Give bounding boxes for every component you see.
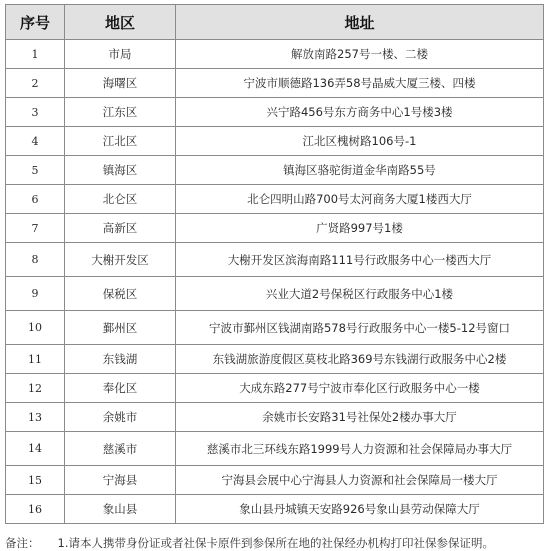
table-row [6,98,544,127]
cell-index: 14 [6,432,65,466]
cell-index: 9 [6,277,65,311]
cell-index: 4 [6,127,65,156]
cell-index: 7 [6,214,65,243]
table-row [6,69,544,98]
table-row [6,374,544,403]
table-row [6,214,544,243]
table-row [6,495,544,524]
table-row [6,40,544,69]
cell-address: 宁波市顺德路136弄58号晶威大厦三楼、四楼 [176,69,544,98]
cell-region: 东钱湖 [65,345,176,374]
table-row [6,345,544,374]
cell-address: 东钱湖旅游度假区莫枝北路369号东钱湖行政服务中心2楼 [176,345,544,374]
cell-region: 慈溪市 [65,432,176,466]
cell-region: 保税区 [65,277,176,311]
cell-index: 11 [6,345,65,374]
table-row [6,403,544,432]
cell-address: 象山县丹城镇天安路926号象山县劳动保障大厅 [176,495,544,524]
cell-index: 6 [6,185,65,214]
header-region: 地区 [65,5,176,40]
cell-index: 8 [6,243,65,277]
table-row [6,432,544,466]
table-body [6,40,544,524]
cell-index: 13 [6,403,65,432]
cell-region: 北仑区 [65,185,176,214]
office-address-table [5,4,544,524]
cell-region: 江东区 [65,98,176,127]
cell-address: 宁海县会展中心宁海县人力资源和社会保障局一楼大厅 [176,466,544,495]
header-index: 序号 [6,5,65,40]
cell-address: 慈溪市北三环线东路1999号人力资源和社会保障局办事大厅 [176,432,544,466]
table-row [6,156,544,185]
cell-address: 大榭开发区滨海南路111号行政服务中心一楼西大厅 [176,243,544,277]
cell-address: 兴宁路456号东方商务中心1号楼3楼 [176,98,544,127]
cell-region: 鄞州区 [65,311,176,345]
cell-address: 余姚市长安路31号社保处2楼办事大厅 [176,403,544,432]
table-row [6,311,544,345]
cell-address: 广贤路997号1楼 [176,214,544,243]
table-row [6,185,544,214]
cell-index: 1 [6,40,65,69]
table-header [6,5,544,40]
cell-region: 江北区 [65,127,176,156]
cell-region: 海曙区 [65,69,176,98]
cell-address: 宁波市鄞州区钱湖南路578号行政服务中心一楼5-12号窗口 [176,311,544,345]
cell-region: 象山县 [65,495,176,524]
table-row [6,277,544,311]
cell-region: 市局 [65,40,176,69]
cell-address: 大成东路277号宁波市奉化区行政服务中心一楼 [176,374,544,403]
cell-index: 3 [6,98,65,127]
table-row [6,466,544,495]
cell-region: 宁海县 [65,466,176,495]
header-address: 地址 [176,5,544,40]
cell-address: 江北区槐树路106号-1 [176,127,544,156]
cell-index: 5 [6,156,65,185]
table-row [6,243,544,277]
cell-address: 解放南路257号一楼、二楼 [176,40,544,69]
cell-index: 15 [6,466,65,495]
cell-region: 余姚市 [65,403,176,432]
cell-region: 奉化区 [65,374,176,403]
cell-region: 镇海区 [65,156,176,185]
header-row [6,5,544,40]
table-row [6,127,544,156]
cell-region: 高新区 [65,214,176,243]
footnote-text: 1.请本人携带身份证或者社保卡原件到参保所在地的社保经办机构打印社保参保证明。 [57,536,494,550]
cell-index: 2 [6,69,65,98]
cell-index: 16 [6,495,65,524]
cell-address: 北仑四明山路700号太河商务大厦1楼西大厅 [176,185,544,214]
cell-address: 兴业大道2号保税区行政服务中心1楼 [176,277,544,311]
footnote [5,535,545,551]
cell-region: 大榭开发区 [65,243,176,277]
footnote-label: 备注： [5,536,40,550]
cell-index: 12 [6,374,65,403]
cell-index: 10 [6,311,65,345]
cell-address: 镇海区骆驼街道金华南路55号 [176,156,544,185]
